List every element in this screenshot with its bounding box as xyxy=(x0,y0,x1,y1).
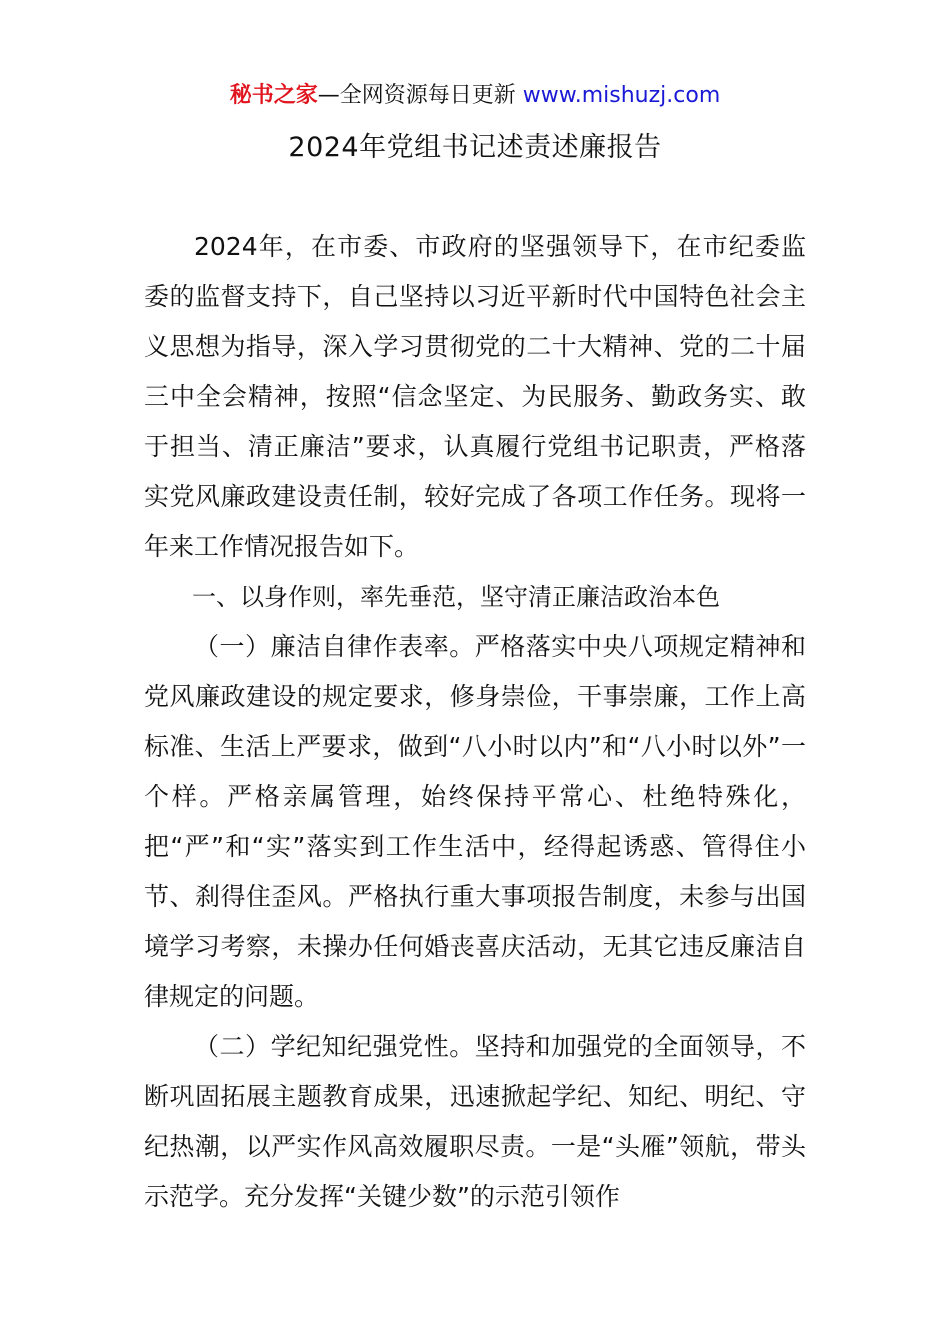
section-heading-1: 一、以身作则，率先垂范，坚守清正廉洁政治本色 xyxy=(192,583,720,611)
subsection-paragraph-2: （二）学纪知纪强党性。坚持和加强党的全面领导，不断巩固拓展主题教育成果，迅速掀起学纪、知纪、明纪、守纪热潮，以严实作风高效履职尽责。一是“头雁”领航，带头示范学。充分发挥“关键少数”的示范引领作 xyxy=(144,1032,806,1211)
subsection-paragraph-1: （一）廉洁自律作表率。严格落实中央八项规定精神和党风廉政建设的规定要求，修身崇俭，干事崇廉，工作上高标准、生活上严要求，做到“八小时以内”和“八小时以外”一个样。严格亲属管理，始终保持平常心、杜绝特殊化，把“严”和“实”落实到工作生活中，经得起诱惑、管得住小节、刹得住歪风。严格执行重大事项报告制度，未参与出国境学习考察，未操办任何婚丧喜庆活动，无其它违反廉洁自律规定的问题。 xyxy=(144,632,806,1011)
document-body xyxy=(144,222,806,1222)
site-brand: 秘书之家 xyxy=(229,83,318,108)
site-tagline: —全网资源每日更新 xyxy=(317,83,523,108)
site-url-link[interactable]: www.mishuzj.com xyxy=(522,83,721,108)
intro-paragraph: 2024年，在市委、市政府的坚强领导下，在市纪委监委的监督支持下，自己坚持以习近平新时代中国特色社会主义思想为指导，深入学习贯彻党的二十大精神、党的二十届三中全会精神，按照“信念坚定、为民服务、勤政务实、敢于担当、清正廉洁”要求，认真履行党组书记职责，严格落实党风廉政建设责任制，较好完成了各项工作任务。现将一年来工作情况报告如下。 xyxy=(144,232,806,561)
document-title: 2024年党组书记述责述廉报告 xyxy=(288,132,662,163)
site-header xyxy=(0,80,950,112)
